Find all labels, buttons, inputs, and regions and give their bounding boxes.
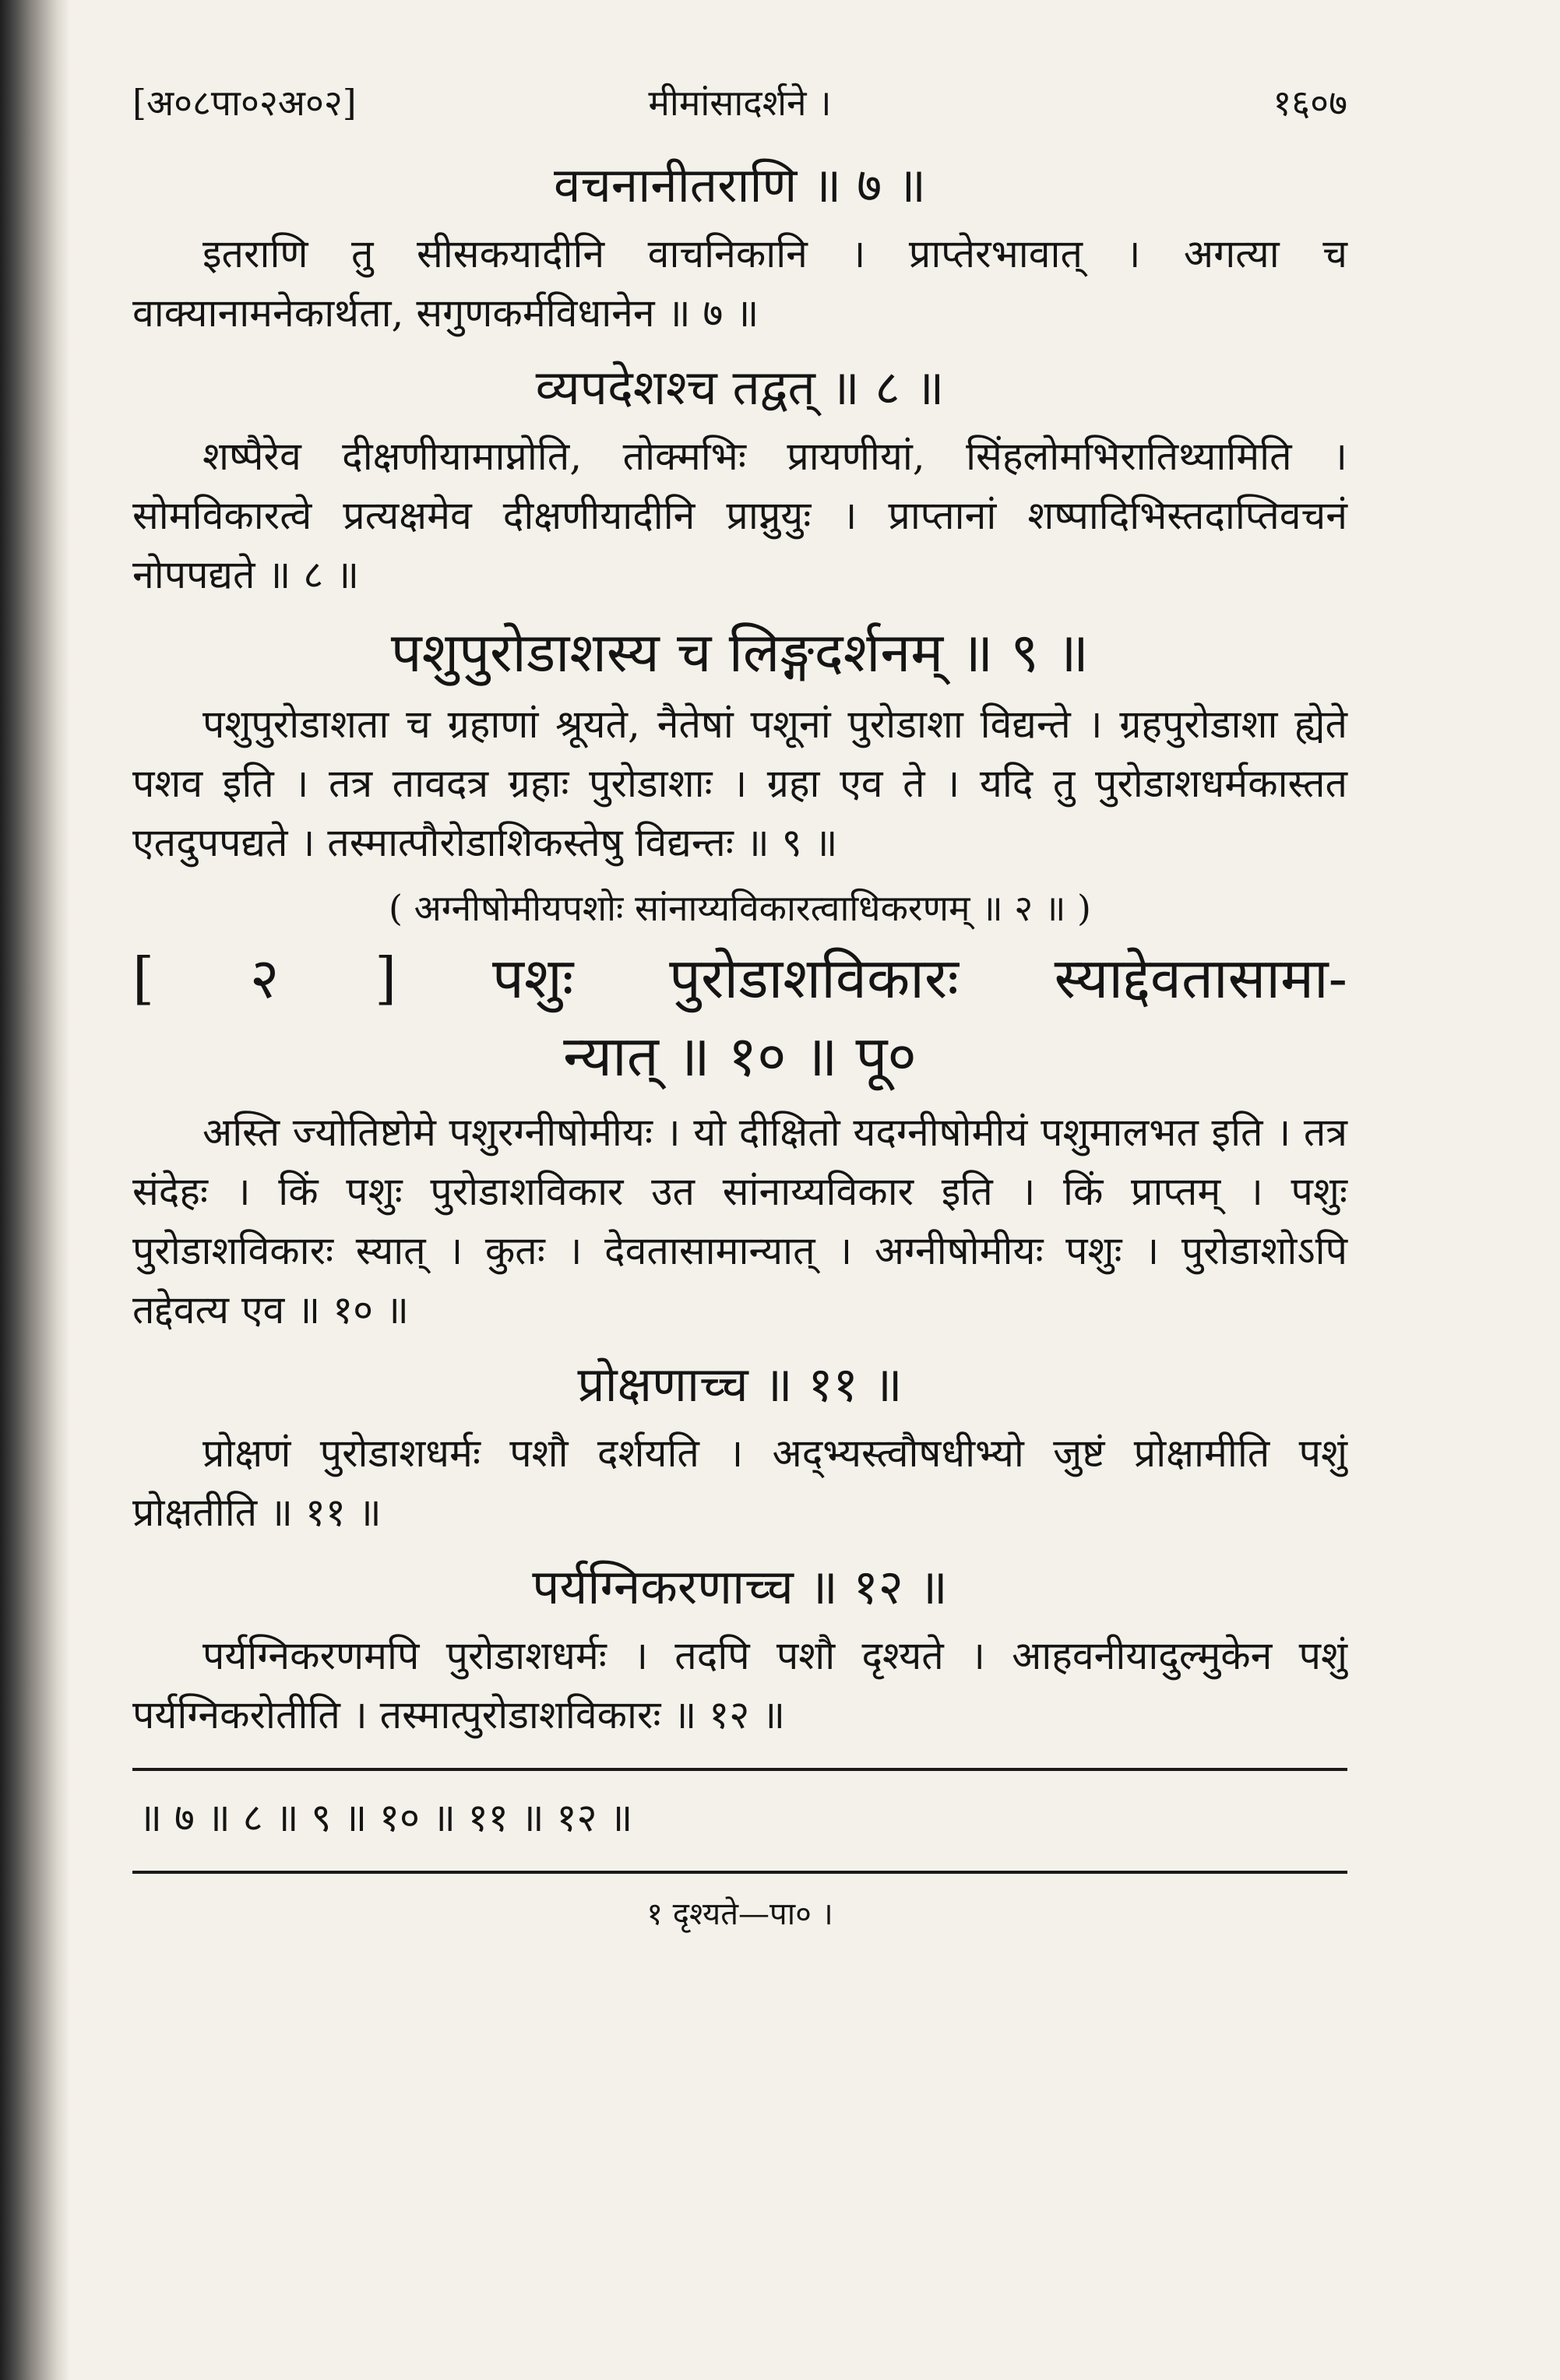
commentary-12: पर्यग्निकरणमपि पुरोडाशधर्मः । तदपि पशौ दृश्यते । आहवनीयादुल्मुकेन पशुं पर्यग्निकरोतीति । तस्मात्पुरोडाशविकारः ॥ १२ ॥ [132,1633,1347,1737]
sutra-12: पर्यग्निकरणाच्च ॥ १२ ॥ [532,1558,948,1615]
divider-rule-top [132,1768,1347,1771]
header-book-title: मीमांसादर्शने । [648,82,832,124]
sutra-8: व्यपदेशश्च तद्वत् ॥ ८ ॥ [535,359,945,416]
book-binding-edge [0,0,70,2380]
commentary-7: इतराणि तु सीसकयादीनि वाचनिकानि । प्राप्तेरभावात् । अगत्या च वाक्यानामनेकार्थता, सगुणकर्मविधानेन ॥ ७ ॥ [132,231,1347,336]
book-page [132,70,1347,2329]
header-section-ref: [अ०८पा०२अ०२] [132,82,357,124]
sutra-number-summary: ॥ ७ ॥ ८ ॥ ९ ॥ १० ॥ ११ ॥ १२ ॥ [139,1795,633,1840]
running-header [132,70,1347,140]
footnote: १ दृश्यते—पा० । [646,1896,833,1932]
commentary-8: शष्पैरेव दीक्षणीयामाप्नोति, तोक्मभिः प्रायणीयां, सिंहलोमभिरातिथ्यामिति । सोमविकारत्वे प्रत्यक्षमेव दीक्षणीयादीनि प्राप्नुयुः । प्राप्तानां शष्पादिभिस्तदाप्तिवचनं नोपपद्यते ॥ ८ ॥ [132,434,1347,597]
commentary-11: प्रोक्षणं पुरोडाशधर्मः पशौ दर्शयति । अद्भ्यस्त्वौषधीभ्यो जुष्टं प्रोक्षामीति पशुं प्रोक्षतीति ॥ ११ ॥ [132,1431,1347,1535]
divider-rule-bottom [132,1871,1347,1874]
sutra-10-line-1: [ २ ] पशुः पुरोडाशविकारः स्याद्देवतासामा- [132,945,1347,1011]
sutra-7: वचनानीतराणि ॥ ७ ॥ [553,157,927,213]
commentary-9: पशुपुरोडाशता च ग्रहाणां श्रूयते, नैतेषां पशूनां पुरोडाशा विद्यन्ते । ग्रहपुरोडाशा ह्येते पशव इति । तत्र तावदत्र ग्रहाः पुरोडाशाः । ग्रहा एव ते । यदि तु पुरोडाशधर्मकास्तत एतदुपपद्यते । तस्मात्पौरोडाशिकस्तेषु विद्यन्तः ॥ ९ ॥ [132,702,1347,865]
sutra-11: प्रोक्षणाच्च ॥ ११ ॥ [577,1356,903,1413]
header-page-number: १६०७ [1273,82,1347,124]
sutra-10-line-2: न्यात् ॥ १० ॥ पू० [563,1023,917,1089]
sutra-9: पशुपुरोडाशस्य च लिङ्गदर्शनम् ॥ ९ ॥ [390,621,1090,685]
commentary-10: अस्ति ज्योतिष्टोमे पशुरग्नीषोमीयः । यो दीक्षितो यदग्नीषोमीयं पशुमालभत इति । तत्र संदेहः । किं पशुः पुरोडाशविकार उत सांनाय्यविकार इति । किं प्राप्तम् । पशुः पुरोडाशविकारः स्यात् । कुतः । देवतासामान्यात् । अग्नीषोमीयः पशुः । पुरोडाशोऽपि तद्देवत्य एव ॥ १० ॥ [132,1110,1347,1333]
adhikarana-heading: ( अग्नीषोमीयपशोः सांनाय्यविकारत्वाधिकरणम् ॥ २ ॥ ) [389,887,1091,929]
